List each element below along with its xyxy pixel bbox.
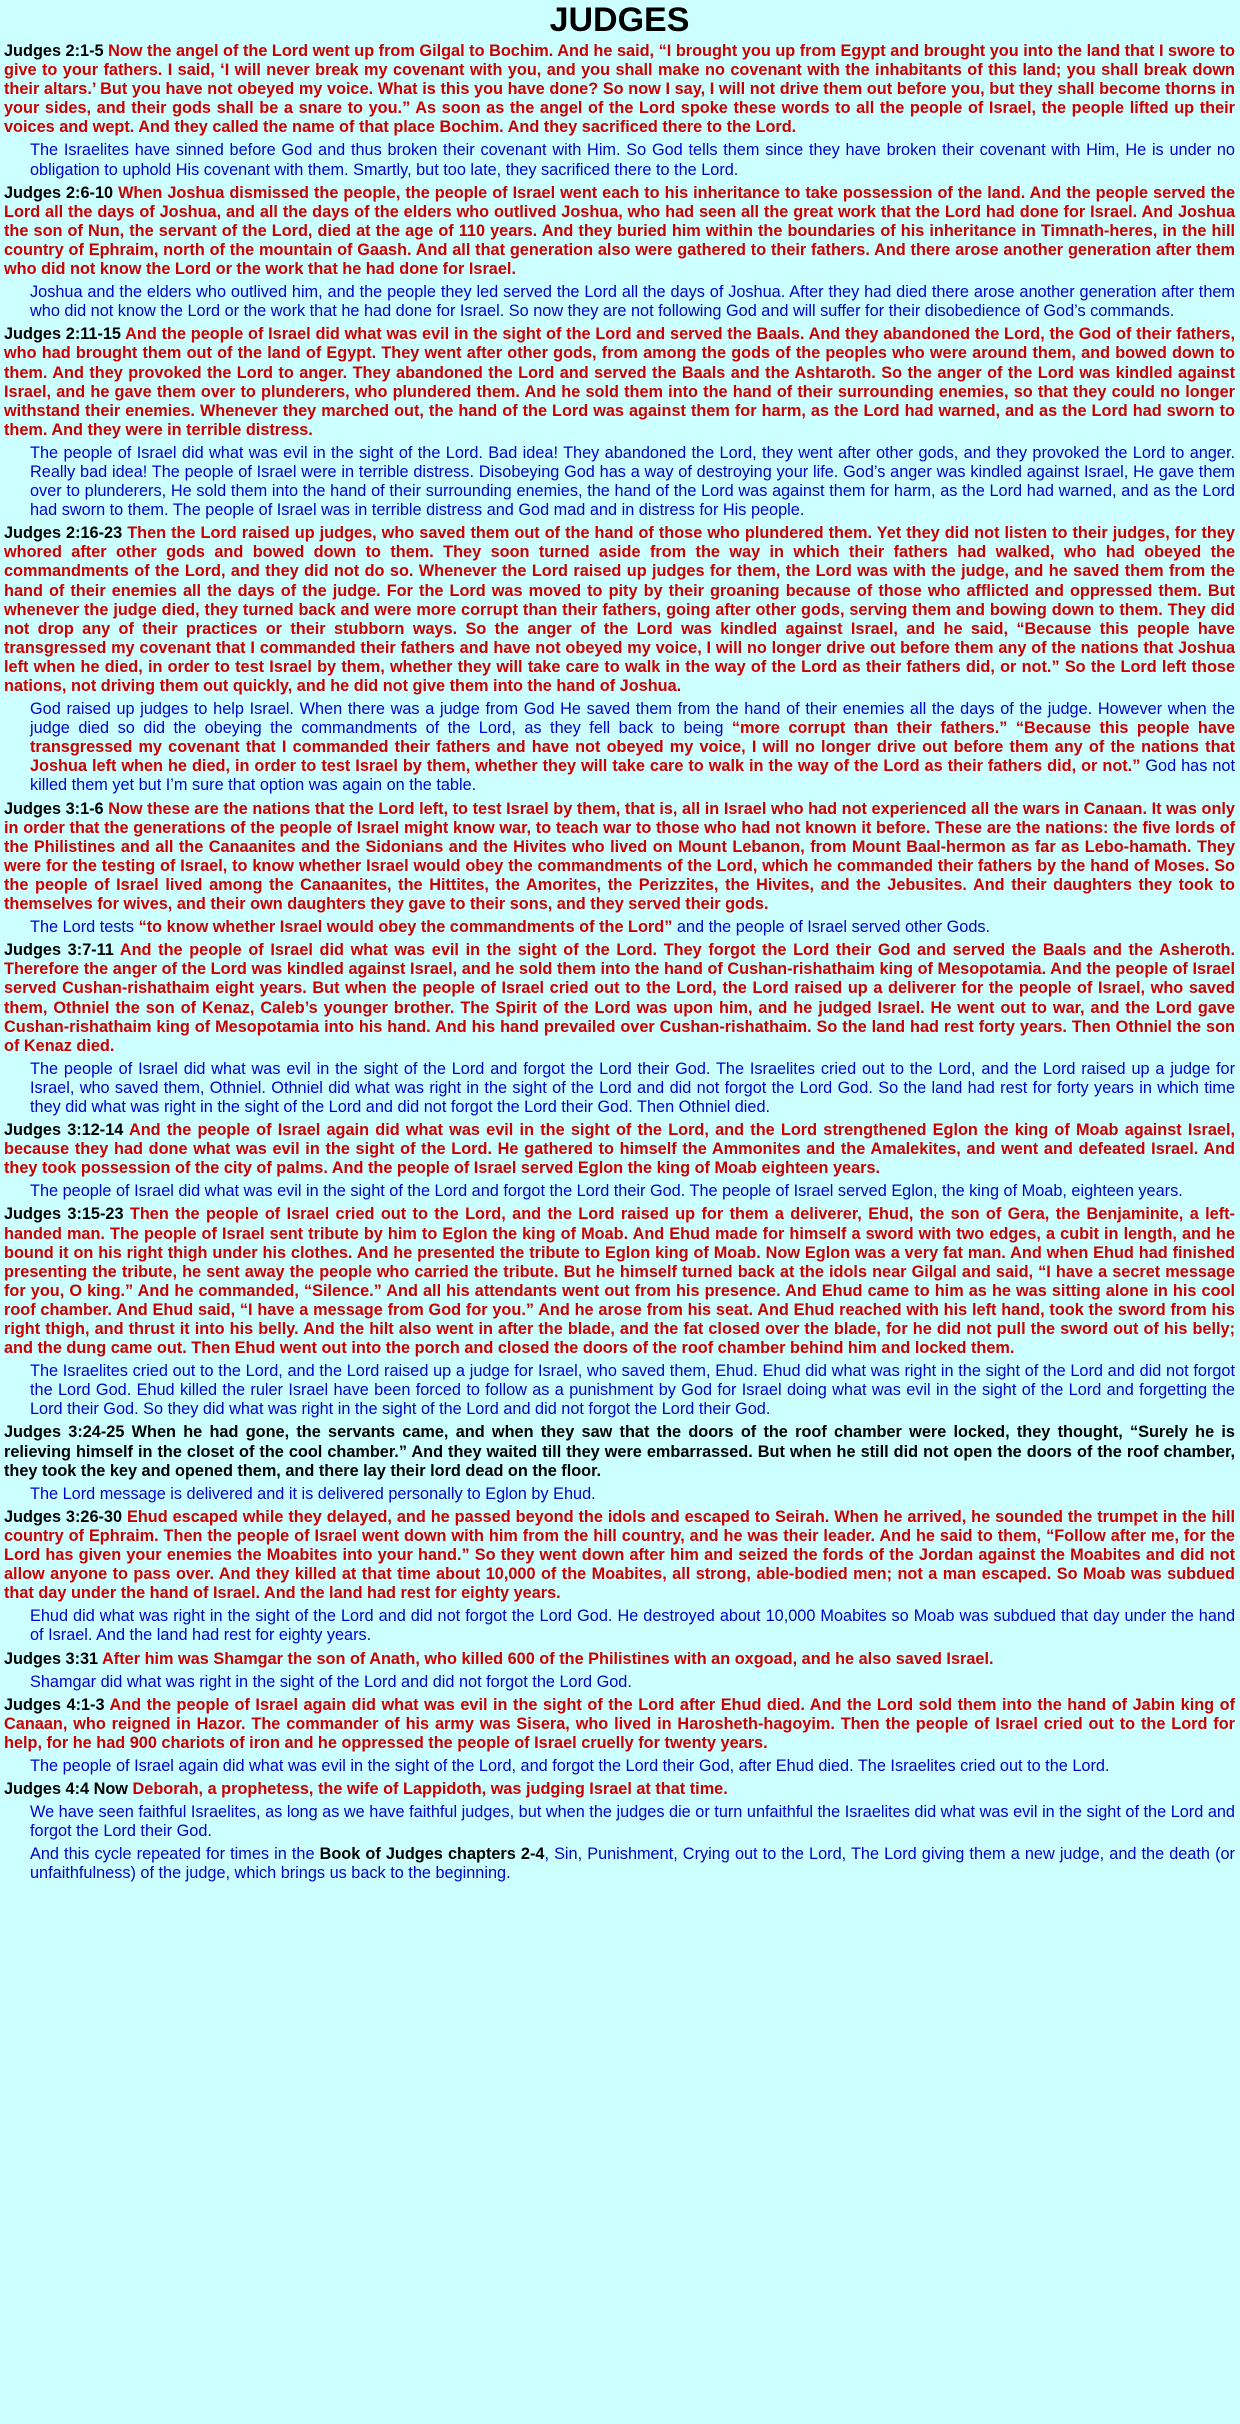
scripture-text: And the people of Israel again did what was evil in the sight of the Lord after Ehud died. And the Lord sold them into the hand of Jabin king of Canaan, who reigned in Hazor. The commander of his army was Sisera, who lived in Harosheth-hagoyim. Then the people of Israel cried out to the Lord for help, for he had 900 chariots of iron and he oppressed the people of Israel cruelly for twenty years. xyxy=(4,1695,1235,1752)
scripture-text: Then the Lord raised up judges, who saved them out of the hand of those who plundered them. Yet they did not listen to their judges, for they whored after other gods and bowed down to them. They soon turned aside from the way in which their fathers had walked, who had obeyed the commandments of the Lord, and they did not do so. Whenever the Lord raised up judges for them, the Lord was with the judge, and he saved them from the hand of their enemies all the days of the judge. For the Lord was moved to pity by their groaning because of those who afflicted and oppressed them. But whenever the judge died, they turned back and were more corrupt than their fathers, going after other gods, serving them and bowing down to them. They did not drop any of their practices or their stubborn ways. So the anger of the Lord was kindled against Israel, and he said, “Because this people have transgressed my covenant that I commanded their fathers and have not obeyed my voice, I will no longer drive out before them any of the nations that Joshua left when he died, in order to test Israel by them, whether they will take care to walk in the way of the Lord as their fathers did, or not.” So the Lord left those nations, not driving them out quickly, and he did not give them into the hand of Joshua. xyxy=(4,524,1235,695)
verse-reference: Judges 3:12-14 xyxy=(4,1121,124,1140)
verse-reference: Judges 4:1-3 xyxy=(4,1695,105,1714)
passage-judges-3-12-14 xyxy=(4,1121,1235,1178)
commentary: The Israelites cried out to the Lord, and the Lord raised up a judge for Israel, who saved them, Ehud. Ehud did what was right in the sight of the Lord and did not forgot the Lord God. Ehud killed the ruler Israel have been forced to follow as a punishment by God for Israel doing what was evil in the sight of the Lord and forgetting the Lord their God. So they did what was right in the sight of the Lord and did not forgot the Lord their God. xyxy=(30,1362,1235,1419)
commentary: The Israelites have sinned before God and thus broken their covenant with Him. So God tells them since they have broken their covenant with Him, He is under no obligation to uphold His covenant with them. Smartly, but too late, they sacrificed there to the Lord. xyxy=(30,141,1235,179)
verse-reference: Judges 3:31 xyxy=(4,1649,99,1668)
commentary: The Lord message is delivered and it is delivered personally to Eglon by Ehud. xyxy=(30,1484,596,1503)
passage-judges-3-15-23 xyxy=(4,1205,1235,1358)
verse-reference: Judges 3:26-30 xyxy=(4,1507,123,1526)
scripture-text: And the people of Israel did what was evil in the sight of the Lord and served the Baals. And they abandoned the Lord, the God of their fathers, who had brought them out of the land of Egypt. They went after other gods, from among the gods of the peoples who were around them, and bowed down to them. And they provoked the Lord to anger. They abandoned the Lord and served the Baals and the Ashtaroth. So the anger of the Lord was kindled against Israel, and he gave them over to plunderers, who plundered them. And he sold them into the hand of their surrounding enemies, so that they could no longer withstand their enemies. Whenever they marched out, the hand of the Lord was against them for harm, as the Lord had warned, and as the Lord had sworn to them. And they were in terrible distress. xyxy=(4,325,1236,439)
verse-reference: Judges 2:11-15 xyxy=(4,325,121,344)
scripture-text: Ehud escaped while they delayed, and he passed beyond the idols and escaped to Seirah. When he arrived, he sounded the trumpet in the hill country of Ephraim. Then the people of Israel went down with him from the hill country, and he was their leader. And he said to them, “Follow after me, for the Lord has given your enemies the Moabites into your hand.” So they went down after him and seized the fords of the Jordan against the Moabites and did not allow anyone to pass over. And they killed at that time about 10,000 of the Moabites, all strong, able-bodied men; not a man escaped. So Moab was subdued that day under the hand of Israel. And the land had rest for eighty years. xyxy=(4,1507,1235,1603)
closing-text: And this cycle repeated for times in the xyxy=(30,1845,315,1864)
passage-judges-4-4 xyxy=(4,1780,1235,1799)
scripture-text: Deborah, a prophetess, the wife of Lappidoth, was judging Israel at that time. xyxy=(132,1780,728,1799)
closing-summary xyxy=(30,1845,1235,1883)
commentary-text: God raised up judges to help Israel. When there was a judge from God He saved them from the hand of their enemies all the days of the judge. However when the judge died so did the obeying the commandments of the Lord, as they fell back to being xyxy=(30,700,1235,738)
commentary-text: The Lord tests xyxy=(30,918,135,937)
commentary: The people of Israel again did what was evil in the sight of the Lord, and forgot the Lord their God, after Ehud died. The Israelites cried out to the Lord. xyxy=(30,1756,1110,1775)
verse-reference: Judges 2:1-5 xyxy=(4,42,104,60)
passage-judges-2-16-23 xyxy=(4,524,1235,696)
verse-reference: Judges 4:4 xyxy=(4,1780,90,1799)
scripture-text: And the people of Israel again did what was evil in the sight of the Lord, and the Lord strengthened Eglon the king of Moab against Israel, because they had done what was evil in the sight of the Lord. He gathered to himself the Ammonites and the Amalekites, and went and defeated Israel. And they took possession of the city of palms. And the people of Israel served Eglon the king of Moab eighteen years. xyxy=(4,1121,1235,1178)
commentary xyxy=(30,918,1235,937)
commentary-text: and the people of Israel served other Gods. xyxy=(676,918,991,937)
closing-text: , Sin, Punishment, Crying out to the Lord, The Lord giving them a new judge, and the death (or unfaithfulness) of the judge, which brings us back to the beginning. xyxy=(30,1845,1235,1883)
verse-reference: Judges 3:1-6 xyxy=(4,799,104,818)
scripture-text: After him was Shamgar the son of Anath, who killed 600 of the Philistines with an oxgoad, and he also saved Israel. xyxy=(102,1649,994,1668)
commentary-text: God has not killed them yet but I’m sure that option was again on the table. xyxy=(30,757,1235,795)
commentary-quote: “more corrupt than their fathers.” “Because this people have transgressed my covenant that I commanded their fathers and have not obeyed my voice, I will no longer drive out before them any of the nations that Joshua left when he died, in order to test Israel by them, whether they will take care to walk in the way of the Lord as their fathers did, or not.” xyxy=(30,719,1236,776)
scripture-text: Now the angel of the Lord went up from Gilgal to Bochim. And he said, “I brought you up from Egypt and brought you into the land that I swore to give to your fathers. I said, ‘I will never break my covenant with you, and you shall make no covenant with the inhabitants of this land; you shall break down their altars.’ But you have not obeyed my voice. What is this you have done? So now I say, I will not drive them out before you, but they shall become thorns in your sides, and their gods shall be a snare to you.” As soon as the angel of the Lord spoke these words to all the people of Israel, the people lifted up their voices and wept. And they called the name of that place Bochim. And they sacrificed there to the Lord. xyxy=(4,42,1235,137)
verse-reference: Judges 2:16-23 xyxy=(4,524,123,543)
closing-book-reference: Book of Judges chapters 2-4 xyxy=(319,1845,545,1864)
verse-reference: Judges 3:24-25 xyxy=(4,1423,125,1442)
commentary: Joshua and the elders who outlived him, and the people they led served the Lord all the days of Joshua. After they had died there arose another generation after them who did not know the Lord or the work that he had done for Israel. So now they are not following God and will suffer for their disobedience of God’s commands. xyxy=(30,283,1235,321)
passage-judges-3-24-25 xyxy=(4,1423,1235,1480)
verse-reference: Judges 3:15-23 xyxy=(4,1205,124,1224)
scripture-text: When Joshua dismissed the people, the people of Israel went each to his inheritance to take possession of the land. And the people served the Lord all the days of Joshua, and all the days of the elders who outlived Joshua, who had seen all the great work that the Lord had done for Israel. And Joshua the son of Nun, the servant of the Lord, died at the age of 110 years. And they buried him within the boundaries of his inheritance in Timnath-heres, in the hill country of Ephraim, north of the mountain of Gaash. And all that generation also were gathered to their fathers. And there arose another generation after them who did not know the Lord or the work that he had done for Israel. xyxy=(4,183,1235,279)
passage-judges-2-11-15 xyxy=(4,325,1235,440)
passage-judges-3-7-11 xyxy=(4,941,1235,1056)
commentary-quote: “to know whether Israel would obey the commandments of the Lord” xyxy=(138,918,673,937)
commentary: Shamgar did what was right in the sight of the Lord and did not forgot the Lord God. xyxy=(30,1672,632,1691)
verse-reference: Judges 2:6-10 xyxy=(4,183,114,202)
passage-judges-3-26-30 xyxy=(4,1508,1235,1603)
scripture-text: Then the people of Israel cried out to the Lord, and the Lord raised up for them a deliverer, Ehud, the son of Gera, the Benjaminite, a left-handed man. The people of Israel sent tribute by him to Eglon the king of Moab. And Ehud made for himself a sword with two edges, a cubit in length, and he bound it on his right thigh under his clothes. And he presented the tribute to Eglon king of Moab. Now Eglon was a very fat man. And when Ehud had finished presenting the tribute, he sent away the people who carried the tribute. But he himself turned back at the idols near Gilgal and said, “I have a secret message for you, O king.” And he commanded, “Silence.” And all his attendants went out from his presence. And Ehud came to him as he was sitting alone in his cool roof chamber. And Ehud said, “I have a message from God for you.” And he arose from his seat. And Ehud reached with his left hand, took the sword from his right thigh, and thrust it into his belly. And the hilt also went in after the blade, and the fat closed over the blade, for he did not pull the sword out of his belly; and the dung came out. Then Ehud went out into the porch and closed the doors of the roof chamber behind him and locked them. xyxy=(4,1205,1235,1358)
page-title: JUDGES xyxy=(549,1,690,39)
scripture-text: And the people of Israel did what was evil in the sight of the Lord. They forgot the Lord their God and served the Baals and the Asheroth. Therefore the anger of the Lord was kindled against Israel, and he sold them into the hand of Cushan-rishathaim king of Mesopotamia. And the people of Israel served Cushan-rishathaim eight years. But when the people of Israel cried out to the Lord, the Lord raised up a deliverer for the people of Israel, who saved them, Othniel the son of Kenaz, Caleb’s younger brother. The Spirit of the Lord was upon him, and he judged Israel. He went out to war, and the Lord gave Cushan-rishathaim king of Mesopotamia into his hand. And his hand prevailed over Cushan-rishathaim. So the land had rest forty years. Then Othniel the son of Kenaz died. xyxy=(4,941,1235,1055)
commentary: We have seen faithful Israelites, as long as we have faithful judges, but when the judges die or turn unfaithful the Israelites did what was evil in the sight of the Lord and forgot the Lord their God. xyxy=(30,1803,1235,1841)
commentary: The people of Israel did what was evil in the sight of the Lord and forgot the Lord their God. The people of Israel served Eglon, the king of Moab, eighteen years. xyxy=(30,1182,1183,1201)
passage-judges-4-1-3 xyxy=(4,1696,1235,1753)
passage-judges-3-31 xyxy=(4,1650,1235,1669)
scripture-text: Now these are the nations that the Lord left, to test Israel by them, that is, all in Israel who had not experienced all the wars in Canaan. It was only in order that the generations of the people of Israel might know war, to teach war to those who had not known it before. These are the nations: the five lords of the Philistines and all the Canaanites and the Sidonians and the Hivites who lived on Mount Lebanon, from Mount Baal-hermon as far as Lebo-hamath. They were for the testing of Israel, to know whether Israel would obey the commandments of the Lord, which he commanded their fathers by the hand of Moses. So the people of Israel lived among the Canaanites, the Hittites, the Amorites, the Perizzites, the Hivites, and the Jebusites. And their daughters they took to themselves for wives, and their own daughters they gave to their sons, and they served their gods. xyxy=(4,799,1235,914)
scripture-text: When he had gone, the servants came, and when they saw that the doors of the roof chamber were locked, they thought, “Surely he is relieving himself in the closet of the cool chamber.” And they waited till they were embarrassed. But when he still did not open the doors of the roof chamber, they took the key and opened them, and there lay their lord dead on the floor. xyxy=(4,1423,1235,1480)
verse-reference: Judges 3:7-11 xyxy=(4,941,114,960)
commentary xyxy=(30,700,1235,795)
commentary: The people of Israel did what was evil in the sight of the Lord and forgot the Lord their God. The Israelites cried out to the Lord, and the Lord raised up a judge for Israel, who saved them, Othniel. Othniel did what was right in the sight of the Lord and did not forgot the Lord God. So the land had rest for forty years in which time they did what was right in the sight of the Lord and did not forgot the Lord their God. Then Othniel died. xyxy=(30,1059,1235,1116)
passage-judges-2-1-5 xyxy=(4,42,1235,137)
commentary: Ehud did what was right in the sight of the Lord and did not forgot the Lord God. He destroyed about 10,000 Moabites so Moab was subdued that day under the hand of Israel. And the land had rest for eighty years. xyxy=(30,1607,1235,1645)
commentary: The people of Israel did what was evil in the sight of the Lord. Bad idea! They abandoned the Lord, they went after other gods, and they provoked the Lord to anger. Really bad idea! The people of Israel were in terrible distress. Disobeying God has a way of destroying your life. God’s anger was kindled against Israel, He gave them over to plunderers, He sold them into the hand of their surrounding enemies, the hand of the Lord was against them for harm, as the Lord had warned, and as the Lord had sworn to them. The people of Israel was in terrible distress and God mad and in distress for His people. xyxy=(30,443,1235,520)
scripture-lead-word: Now xyxy=(93,1780,128,1799)
passage-judges-2-6-10 xyxy=(4,184,1235,279)
passage-judges-3-1-6 xyxy=(4,800,1235,915)
